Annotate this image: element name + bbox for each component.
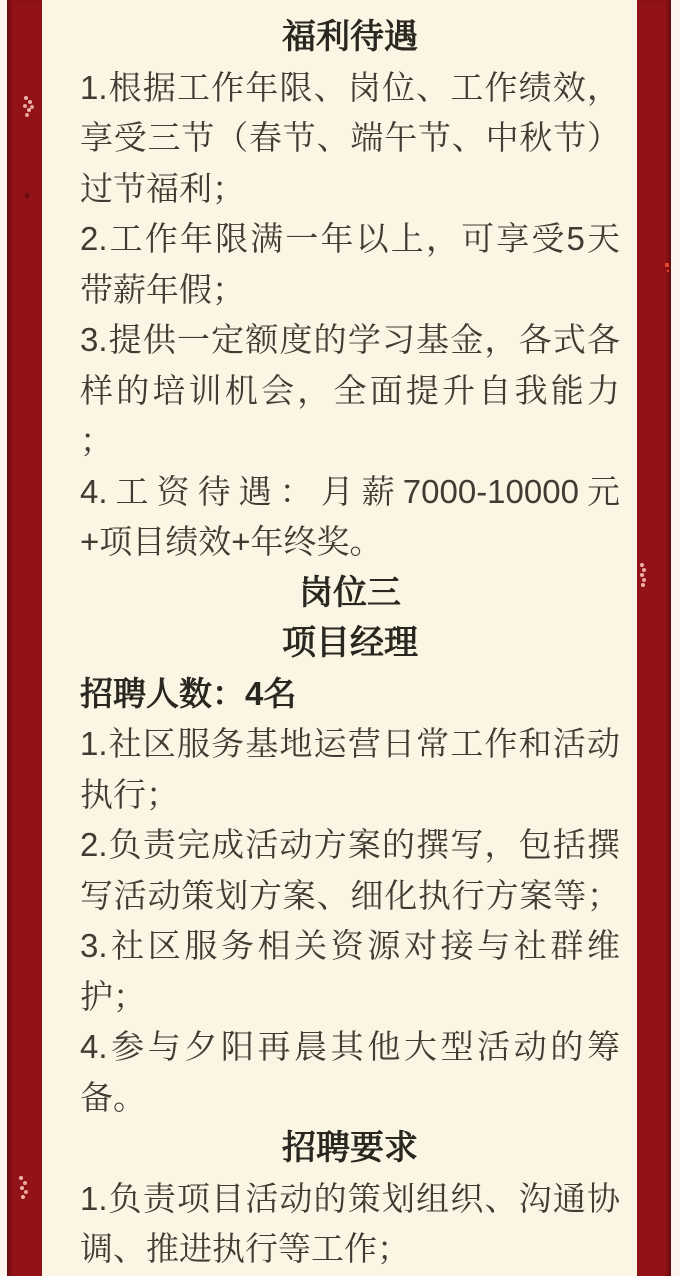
duty-line: 1.社区服务基地运营日常工作和活动 — [80, 725, 620, 762]
content-panel — [42, 0, 637, 1276]
duty-line: 护； — [80, 977, 146, 1015]
benefits-line: 带薪年假； — [80, 270, 245, 308]
requirement-line: 调、推进执行等工作； — [80, 1230, 410, 1267]
benefits-line: 3.提供一定额度的学习基金，各式各 — [80, 321, 620, 358]
duty-line: 执行； — [80, 775, 179, 813]
blossom-confetti-icon — [24, 96, 28, 100]
orange-speck-icon — [665, 263, 669, 267]
benefits-line: 1.根据工作年限、岗位、工作绩效， — [80, 68, 620, 106]
duty-line: 3.社区服务相关资源对接与社群维 — [80, 927, 620, 964]
benefits-line: ； — [80, 422, 113, 459]
dark-speck-icon — [25, 193, 29, 198]
benefits-line: 过节福利； — [80, 169, 245, 207]
requirement-line: 1.负责项目活动的策划组织、沟通协 — [80, 1179, 620, 1217]
heading-benefits: 福利待遇 — [282, 18, 418, 56]
recruit-count-line: 招聘人数：4名 — [80, 674, 297, 712]
left-outer-strip — [0, 0, 7, 1276]
duty-line: 写活动策划方案、细化执行方案等； — [80, 876, 620, 914]
heading-project-manager: 项目经理 — [282, 624, 418, 662]
right-red-border — [637, 0, 671, 1276]
blossom-confetti-icon — [19, 1176, 23, 1180]
heading-position-3: 岗位三 — [299, 573, 401, 612]
benefits-line: 2.工作年限满一年以上，可享受5天 — [80, 220, 620, 257]
blossom-confetti-icon — [640, 563, 644, 567]
benefits-salary-line: +项目绩效+年终奖。 — [80, 523, 383, 560]
benefits-salary-line: 4.工资待遇：月薪7000-10000元 — [80, 472, 620, 510]
benefits-line: 样的培训机会，全面提升自我能力 — [80, 371, 620, 409]
heading-requirements: 招聘要求 — [282, 1129, 418, 1167]
right-outer-strip — [671, 0, 680, 1276]
duty-line: 4.参与夕阳再晨其他大型活动的筹 — [80, 1028, 620, 1065]
duty-line: 2.负责完成活动方案的撰写，包括撰 — [80, 826, 620, 863]
benefits-line: 享受三节（春节、端午节、中秋节） — [80, 119, 620, 156]
duty-line: 备。 — [80, 1078, 146, 1116]
left-red-border — [7, 0, 42, 1276]
